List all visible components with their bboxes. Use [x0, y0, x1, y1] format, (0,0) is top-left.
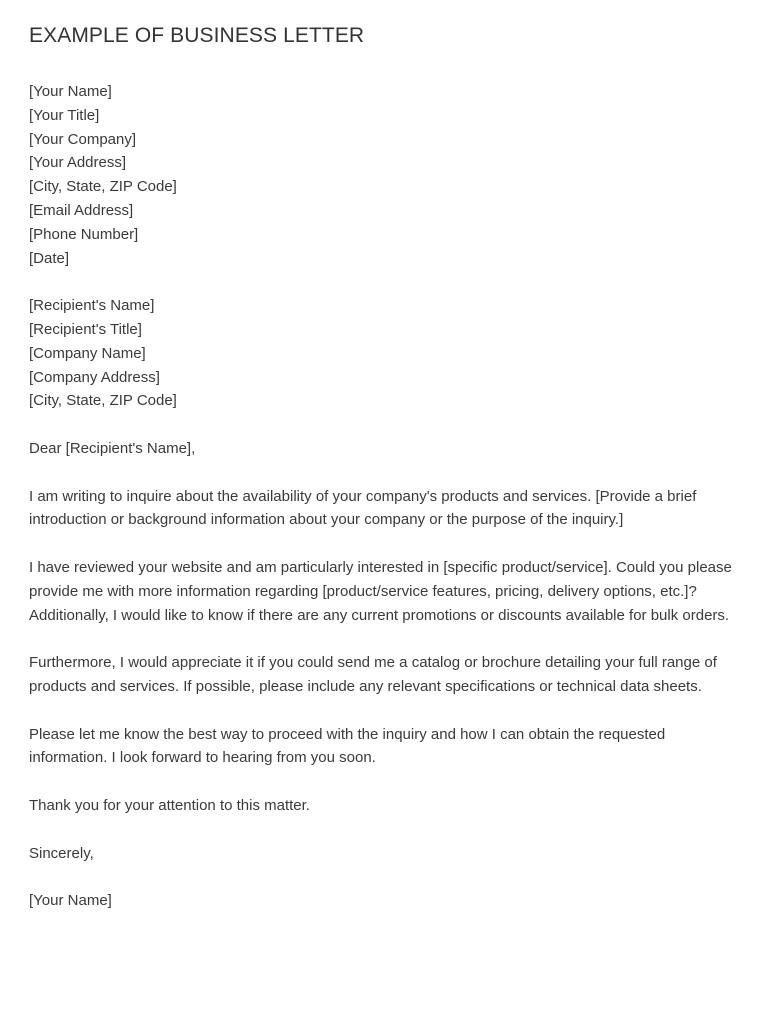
salutation: Dear [Recipient's Name],	[29, 439, 196, 457]
body-paragraph: Please let me know the best way to proceed with the inquiry and how I can obtain the requested information. I look forward to hearing from you soon.	[29, 725, 666, 767]
recipient-line: [Recipient's Name]	[29, 297, 155, 315]
body-paragraph: Furthermore, I would appreciate it if you could send me a catalog or brochure detailing your full range of products and services. If possible, please include any relevant specifications or technical data sheets.	[29, 654, 717, 695]
recipient-line: [Recipient's Title]	[29, 320, 142, 338]
sender-line: [Your Name]	[29, 83, 112, 100]
body-paragraph: Thank you for your attention to this matter.	[29, 796, 310, 814]
sender-line: [Your Company]	[29, 130, 137, 148]
signature: [Your Name]	[29, 892, 112, 910]
letter-title: EXAMPLE OF BUSINESS LETTER	[29, 24, 365, 47]
body-paragraph: I am writing to inquire about the availability of your company's products and services. [Provide a brief introduction or background information about your company or the purpose of the inquiry.]	[29, 487, 697, 529]
recipient-line: [Company Name]	[29, 344, 146, 362]
sender-line: [City, State, ZIP Code]	[29, 178, 177, 196]
recipient-line: [City, State, ZIP Code]	[29, 392, 177, 410]
recipient-line: [Company Address]	[29, 368, 160, 386]
recipient-block	[29, 294, 741, 413]
sender-line: [Date]	[29, 249, 70, 267]
sender-block	[29, 80, 741, 270]
closing: Sincerely,	[29, 844, 94, 862]
body-paragraph: I have reviewed your website and am particularly interested in [specific product/service]. Could you please provide me with more information regarding [product/service features, pricing, delivery options, etc.]? Additionally, I would like to know if there are any current promotions or discounts available for bulk orders.	[29, 558, 732, 624]
sender-line: [Phone Number]	[29, 225, 139, 243]
sender-line: [Your Address]	[29, 154, 127, 172]
sender-line: [Your Title]	[29, 106, 100, 124]
business-letter	[29, 22, 741, 937]
sender-line: [Email Address]	[29, 201, 134, 219]
